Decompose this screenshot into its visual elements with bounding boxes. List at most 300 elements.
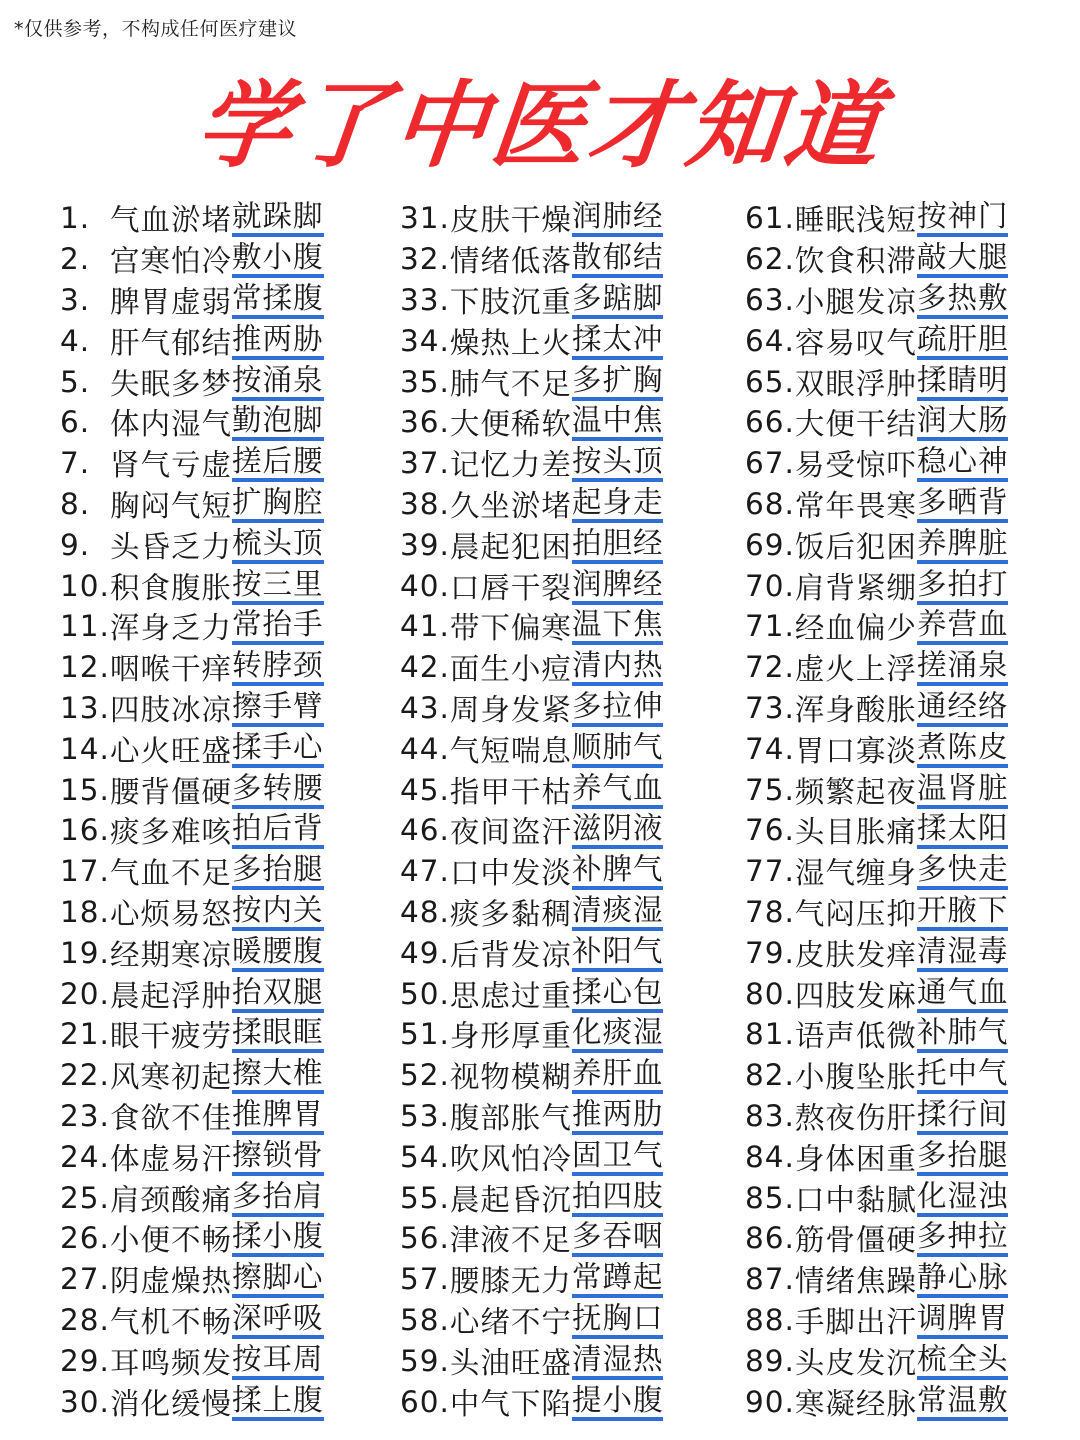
list-item <box>400 443 663 484</box>
item-symptom: 心绪不宁 <box>449 1304 572 1339</box>
item-symptom: 气血不足 <box>110 856 233 891</box>
item-remedy: 推两肋 <box>572 1097 664 1135</box>
item-remedy: 固卫气 <box>572 1138 664 1176</box>
item-number: 54. <box>400 1139 450 1174</box>
item-number: 34. <box>400 323 450 358</box>
item-symptom: 头油旺盛 <box>449 1345 572 1380</box>
list-item <box>745 1055 1008 1096</box>
list-item <box>400 565 663 606</box>
list-item <box>400 361 663 402</box>
item-remedy: 拍后背 <box>232 811 324 849</box>
item-symptom: 下肢沉重 <box>449 285 572 319</box>
item-number: 40. <box>400 568 450 603</box>
item-number: 19. <box>60 935 110 970</box>
item-symptom: 腰膝无力 <box>449 1264 572 1299</box>
item-symptom: 身体困重 <box>794 1141 917 1176</box>
item-remedy: 润脾经 <box>572 567 664 605</box>
item-remedy: 拍胆经 <box>572 526 664 564</box>
item-remedy: 按头顶 <box>572 444 664 482</box>
item-remedy: 推两胁 <box>232 322 324 360</box>
item-remedy: 散郁结 <box>572 240 664 278</box>
item-number: 75. <box>745 772 795 807</box>
item-symptom: 周身发紧 <box>449 692 572 727</box>
list-item <box>400 769 663 810</box>
item-symptom: 面生小痘 <box>449 652 572 687</box>
list-item <box>400 1300 663 1341</box>
item-symptom: 口中发淡 <box>449 856 572 891</box>
item-remedy: 调脾胃 <box>917 1301 1009 1339</box>
item-remedy: 清湿热 <box>572 1342 664 1380</box>
list-item <box>745 1259 1008 1300</box>
item-remedy: 清痰湿 <box>572 893 664 931</box>
item-remedy: 揉手心 <box>232 730 324 768</box>
item-remedy: 养脾脏 <box>917 526 1009 564</box>
item-symptom: 口唇干裂 <box>449 570 572 605</box>
list-item <box>400 280 663 321</box>
item-symptom: 头昏乏力 <box>110 529 233 564</box>
item-number: 4. <box>60 323 91 358</box>
item-symptom: 燥热上火 <box>449 325 572 360</box>
list-item <box>400 1136 663 1177</box>
item-symptom: 虚火上浮 <box>794 652 917 687</box>
list-item <box>400 484 663 525</box>
item-number: 13. <box>60 690 110 725</box>
item-remedy: 开腋下 <box>917 893 1009 931</box>
item-symptom: 耳鸣频发 <box>110 1345 233 1380</box>
item-remedy: 润大肠 <box>917 403 1009 441</box>
item-number: 11. <box>60 609 110 644</box>
item-number: 53. <box>400 1098 450 1133</box>
list-item <box>745 280 1008 321</box>
item-remedy: 通气血 <box>917 975 1009 1013</box>
item-number: 86. <box>745 1221 795 1256</box>
item-symptom: 肾气亏虚 <box>110 448 233 483</box>
list-item <box>745 973 1008 1014</box>
item-symptom: 胸闷气短 <box>110 488 233 523</box>
item-number: 44. <box>400 731 450 766</box>
item-remedy: 梳头顶 <box>232 526 324 564</box>
item-number: 29. <box>60 1343 110 1378</box>
list-item <box>745 932 1008 973</box>
item-number: 20. <box>60 976 110 1011</box>
item-symptom: 易受惊吓 <box>794 448 917 483</box>
item-remedy: 揉太阳 <box>917 811 1009 849</box>
item-remedy: 深呼吸 <box>232 1301 324 1339</box>
list-item <box>400 810 663 851</box>
item-remedy: 梳全头 <box>917 1342 1009 1380</box>
list-item <box>60 484 324 525</box>
item-remedy: 多抬腿 <box>917 1138 1009 1176</box>
list-item <box>400 851 663 892</box>
item-number: 47. <box>400 854 450 889</box>
item-number: 62. <box>745 242 795 277</box>
list-item <box>400 1177 663 1218</box>
item-symptom: 晨起犯困 <box>449 529 572 564</box>
item-number: 21. <box>60 1017 110 1052</box>
item-symptom: 风寒初起 <box>110 1060 233 1095</box>
item-symptom: 气机不畅 <box>110 1304 233 1339</box>
item-remedy: 搓涌泉 <box>917 648 1009 686</box>
item-symptom: 手脚出汗 <box>794 1304 917 1339</box>
item-number: 67. <box>745 446 795 481</box>
list-item <box>745 565 1008 606</box>
item-number: 5. <box>60 364 91 399</box>
item-symptom: 浑身乏力 <box>110 611 233 646</box>
item-symptom: 饭后犯困 <box>794 529 917 564</box>
item-number: 71. <box>745 609 795 644</box>
item-symptom: 记忆力差 <box>449 448 572 483</box>
item-number: 10. <box>60 568 110 603</box>
item-remedy: 多踮脚 <box>572 281 664 319</box>
list-item <box>60 280 324 321</box>
list-item <box>400 524 663 565</box>
item-symptom: 常年畏寒 <box>794 488 917 523</box>
item-number: 25. <box>60 1180 110 1215</box>
item-number: 69. <box>745 527 795 562</box>
list-item <box>400 402 663 443</box>
item-remedy: 顺肺气 <box>572 730 664 768</box>
item-number: 72. <box>745 650 795 685</box>
list-item <box>400 239 663 280</box>
list-item <box>745 688 1008 729</box>
item-symptom: 肺气不足 <box>449 366 572 401</box>
item-symptom: 思虑过重 <box>449 978 572 1013</box>
item-number: 39. <box>400 527 450 562</box>
list-item <box>60 1300 324 1341</box>
item-symptom: 小腹坠胀 <box>794 1060 917 1095</box>
item-remedy: 起身走 <box>572 485 664 523</box>
item-symptom: 积食腹胀 <box>110 570 233 605</box>
item-number: 33. <box>400 282 450 317</box>
item-symptom: 视物模糊 <box>449 1060 572 1095</box>
item-remedy: 化湿浊 <box>917 1179 1009 1217</box>
item-remedy: 擦脚心 <box>232 1260 324 1298</box>
item-symptom: 肩背紧绷 <box>794 570 917 605</box>
column-1 <box>60 198 324 1422</box>
item-remedy: 静心脉 <box>917 1260 1009 1298</box>
list-item <box>400 688 663 729</box>
item-remedy: 抚胸口 <box>572 1301 664 1339</box>
list-item <box>400 1259 663 1300</box>
item-symptom: 气血淤堵 <box>110 203 233 238</box>
item-symptom: 指甲干枯 <box>449 774 572 809</box>
item-symptom: 失眠多梦 <box>110 366 233 401</box>
column-2 <box>400 198 663 1422</box>
item-number: 82. <box>745 1058 795 1093</box>
item-symptom: 晨起昏沉 <box>449 1182 572 1217</box>
item-remedy: 按内关 <box>232 893 324 931</box>
item-number: 18. <box>60 894 110 929</box>
list-item <box>400 320 663 361</box>
item-number: 36. <box>400 405 450 440</box>
item-remedy: 抬双腿 <box>232 975 324 1013</box>
item-number: 81. <box>745 1017 795 1052</box>
item-symptom: 经血偏少 <box>794 611 917 646</box>
list-item <box>745 402 1008 443</box>
list-item <box>745 606 1008 647</box>
item-symptom: 肝气郁结 <box>110 325 233 360</box>
item-symptom: 心火旺盛 <box>110 733 233 768</box>
item-number: 48. <box>400 894 450 929</box>
list-item <box>60 606 324 647</box>
list-item <box>745 1381 1008 1422</box>
item-remedy: 清湿毒 <box>917 934 1009 972</box>
list-item <box>400 647 663 688</box>
item-remedy: 揉小腹 <box>232 1219 324 1257</box>
list-item <box>400 1096 663 1137</box>
item-number: 38. <box>400 486 450 521</box>
item-number: 70. <box>745 568 795 603</box>
item-symptom: 后背发凉 <box>449 937 572 972</box>
item-symptom: 带下偏寒 <box>449 611 572 646</box>
item-remedy: 按耳周 <box>232 1342 324 1380</box>
list-item <box>745 647 1008 688</box>
list-item <box>745 320 1008 361</box>
item-remedy: 搓后腰 <box>232 444 324 482</box>
list-item <box>60 361 324 402</box>
item-symptom: 夜间盗汗 <box>449 815 572 850</box>
list-item <box>745 524 1008 565</box>
list-item <box>745 851 1008 892</box>
item-number: 76. <box>745 813 795 848</box>
item-remedy: 转脖颈 <box>232 648 324 686</box>
list-item <box>400 728 663 769</box>
item-symptom: 大便稀软 <box>449 407 572 442</box>
list-item <box>745 1300 1008 1341</box>
item-remedy: 擦锁骨 <box>232 1138 324 1176</box>
item-number: 77. <box>745 854 795 889</box>
item-number: 9. <box>60 527 91 562</box>
item-remedy: 疏肝胆 <box>917 322 1009 360</box>
item-number: 26. <box>60 1221 110 1256</box>
item-symptom: 四肢发麻 <box>794 978 917 1013</box>
item-remedy: 滋阴液 <box>572 811 664 849</box>
item-remedy: 多吞咽 <box>572 1219 664 1257</box>
item-remedy: 擦大椎 <box>232 1056 324 1094</box>
item-remedy: 养肝血 <box>572 1056 664 1094</box>
item-remedy: 补肺气 <box>917 1015 1009 1053</box>
item-remedy: 多快走 <box>917 852 1009 890</box>
item-symptom: 心烦易怒 <box>110 896 233 931</box>
item-symptom: 皮肤干燥 <box>449 203 572 238</box>
item-number: 23. <box>60 1098 110 1133</box>
item-remedy: 多抬腿 <box>232 852 324 890</box>
list-item <box>745 892 1008 933</box>
column-3 <box>745 198 1008 1422</box>
item-remedy: 养气血 <box>572 771 664 809</box>
item-number: 16. <box>60 813 110 848</box>
item-number: 88. <box>745 1302 795 1337</box>
item-number: 37. <box>400 446 450 481</box>
list-item <box>745 361 1008 402</box>
item-number: 79. <box>745 935 795 970</box>
list-item <box>60 851 324 892</box>
item-remedy: 温下焦 <box>572 607 664 645</box>
item-number: 14. <box>60 731 110 766</box>
item-symptom: 浑身酸胀 <box>794 692 917 727</box>
item-remedy: 拍四肢 <box>572 1179 664 1217</box>
item-symptom: 肩颈酸痛 <box>110 1182 233 1217</box>
item-symptom: 情绪低落 <box>449 244 572 279</box>
item-symptom: 容易叹气 <box>794 325 917 360</box>
item-number: 45. <box>400 772 450 807</box>
disclaimer: *仅供参考，不构成任何医疗建议 <box>14 18 298 40</box>
list-item <box>60 932 324 973</box>
list-item <box>60 728 324 769</box>
item-number: 57. <box>400 1262 450 1297</box>
list-item <box>400 1055 663 1096</box>
item-symptom: 皮肤发痒 <box>794 937 917 972</box>
item-remedy: 常蹲起 <box>572 1260 664 1298</box>
list-item <box>400 1381 663 1422</box>
item-number: 50. <box>400 976 450 1011</box>
list-item <box>60 524 324 565</box>
item-remedy: 多扩胸 <box>572 363 664 401</box>
item-remedy: 揉眼眶 <box>232 1015 324 1053</box>
item-number: 90. <box>745 1384 795 1419</box>
item-remedy: 通经络 <box>917 689 1009 727</box>
list-item <box>400 198 663 239</box>
item-symptom: 湿气缠身 <box>794 856 917 891</box>
item-symptom: 中气下陷 <box>449 1386 572 1421</box>
item-remedy: 温肾脏 <box>917 771 1009 809</box>
item-symptom: 饮食积滞 <box>794 244 917 279</box>
item-number: 74. <box>745 731 795 766</box>
item-number: 35. <box>400 364 450 399</box>
item-symptom: 频繁起夜 <box>794 774 917 809</box>
item-remedy: 多拉伸 <box>572 689 664 727</box>
item-symptom: 双眼浮肿 <box>794 366 917 401</box>
list-item <box>60 565 324 606</box>
item-remedy: 多热敷 <box>917 281 1009 319</box>
item-symptom: 体虚易汗 <box>110 1141 233 1176</box>
item-remedy: 扩胸腔 <box>232 485 324 523</box>
item-remedy: 润肺经 <box>572 199 664 237</box>
item-symptom: 腹部胀气 <box>449 1100 572 1135</box>
item-number: 56. <box>400 1221 450 1256</box>
item-symptom: 气短喘息 <box>449 733 572 768</box>
item-symptom: 熬夜伤肝 <box>794 1100 917 1135</box>
list-item <box>60 1136 324 1177</box>
item-remedy: 多抻拉 <box>917 1219 1009 1257</box>
list-item <box>60 402 324 443</box>
list-item <box>60 1014 324 1055</box>
item-number: 51. <box>400 1017 450 1052</box>
item-symptom: 四肢冰凉 <box>110 692 233 727</box>
list-item <box>745 1218 1008 1259</box>
item-remedy: 敲大腿 <box>917 240 1009 278</box>
item-number: 17. <box>60 854 110 889</box>
list-item <box>60 1381 324 1422</box>
item-number: 84. <box>745 1139 795 1174</box>
item-number: 63. <box>745 282 795 317</box>
item-remedy: 多抬肩 <box>232 1179 324 1217</box>
list-item <box>60 1177 324 1218</box>
list-item <box>60 1096 324 1137</box>
item-remedy: 多转腰 <box>232 771 324 809</box>
list-item <box>745 810 1008 851</box>
list-item <box>60 1259 324 1300</box>
item-number: 1. <box>60 201 91 236</box>
item-number: 49. <box>400 935 450 970</box>
list-item <box>60 239 324 280</box>
item-remedy: 揉太冲 <box>572 322 664 360</box>
list-item <box>60 443 324 484</box>
list-item <box>745 769 1008 810</box>
list-item <box>400 932 663 973</box>
item-remedy: 温中焦 <box>572 403 664 441</box>
item-remedy: 常温敷 <box>917 1383 1009 1421</box>
item-number: 65. <box>745 364 795 399</box>
item-number: 24. <box>60 1139 110 1174</box>
item-remedy: 养营血 <box>917 607 1009 645</box>
list-item <box>400 1340 663 1381</box>
item-symptom: 语声低微 <box>794 1019 917 1054</box>
item-symptom: 晨起浮肿 <box>110 978 233 1013</box>
item-remedy: 揉睛明 <box>917 363 1009 401</box>
item-remedy: 多拍打 <box>917 567 1009 605</box>
item-number: 6. <box>60 405 91 440</box>
item-symptom: 胃口寡淡 <box>794 733 917 768</box>
item-remedy: 敷小腹 <box>232 240 324 278</box>
list-item <box>400 892 663 933</box>
item-remedy: 揉行间 <box>917 1097 1009 1135</box>
item-symptom: 筋骨僵硬 <box>794 1223 917 1258</box>
item-number: 7. <box>60 446 91 481</box>
item-remedy: 常揉腹 <box>232 281 324 319</box>
item-symptom: 宫寒怕冷 <box>110 244 233 279</box>
item-number: 64. <box>745 323 795 358</box>
item-remedy: 就跺脚 <box>232 199 324 237</box>
item-remedy: 煮陈皮 <box>917 730 1009 768</box>
list-item <box>745 1340 1008 1381</box>
item-remedy: 补阳气 <box>572 934 664 972</box>
list-item <box>60 973 324 1014</box>
item-remedy: 常抬手 <box>232 607 324 645</box>
item-remedy: 补脾气 <box>572 852 664 890</box>
item-symptom: 痰多难咳 <box>110 815 233 850</box>
item-number: 22. <box>60 1058 110 1093</box>
item-number: 8. <box>60 486 91 521</box>
item-symptom: 气闷压抑 <box>794 896 917 931</box>
list-item <box>745 1136 1008 1177</box>
list-item <box>745 1177 1008 1218</box>
list-item <box>60 320 324 361</box>
list-item <box>745 239 1008 280</box>
item-symptom: 头皮发沉 <box>794 1345 917 1380</box>
item-symptom: 久坐淤堵 <box>449 488 572 523</box>
item-symptom: 小腿发凉 <box>794 285 917 319</box>
item-symptom: 体内湿气 <box>110 407 233 442</box>
list-item <box>745 443 1008 484</box>
item-number: 15. <box>60 772 110 807</box>
item-number: 46. <box>400 813 450 848</box>
item-number: 85. <box>745 1180 795 1215</box>
item-number: 42. <box>400 650 450 685</box>
item-number: 55. <box>400 1180 450 1215</box>
item-symptom: 小便不畅 <box>110 1223 233 1258</box>
item-number: 87. <box>745 1262 795 1297</box>
item-number: 80. <box>745 976 795 1011</box>
item-remedy: 暖腰腹 <box>232 934 324 972</box>
item-number: 83. <box>745 1098 795 1133</box>
item-symptom: 痰多黏稠 <box>449 896 572 931</box>
list-item <box>745 198 1008 239</box>
list-item <box>400 606 663 647</box>
page-title: 学了中医才知道 <box>191 72 889 181</box>
item-symptom: 寒凝经脉 <box>794 1386 917 1421</box>
item-symptom: 食欲不佳 <box>110 1100 233 1135</box>
